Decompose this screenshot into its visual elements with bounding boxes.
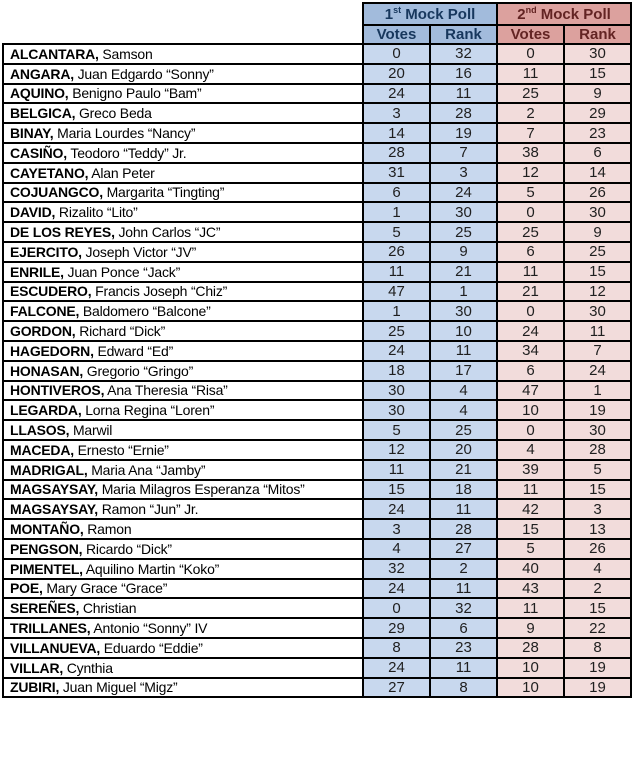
candidate-surname: SEREÑES, — [10, 600, 80, 617]
candidate-name — [3, 341, 363, 361]
table-row — [3, 143, 631, 163]
poll1-votes-cell: 1 — [363, 202, 430, 222]
poll2-rank-header: Rank — [564, 25, 631, 44]
table-row — [3, 282, 631, 302]
poll2-votes-cell: 11 — [497, 480, 564, 500]
poll2-rank-cell: 5 — [564, 460, 631, 480]
table-row — [3, 222, 631, 242]
table-row — [3, 183, 631, 203]
candidate-surname: MACEDA, — [10, 441, 74, 458]
table-row — [3, 341, 631, 361]
poll1-votes-cell: 0 — [363, 598, 430, 618]
table-row — [3, 440, 631, 460]
poll2-votes-cell: 34 — [497, 341, 564, 361]
poll2-votes-cell: 5 — [497, 183, 564, 203]
poll1-votes-cell: 25 — [363, 321, 430, 341]
candidate-surname: ZUBIRI, — [10, 679, 60, 696]
poll2-votes-cell: 10 — [497, 400, 564, 420]
poll1-rank-cell: 30 — [430, 301, 497, 321]
table-row — [3, 400, 631, 420]
poll1-rank-cell: 4 — [430, 400, 497, 420]
candidate-name — [3, 202, 363, 222]
poll2-votes-cell: 11 — [497, 262, 564, 282]
table-row — [3, 638, 631, 658]
candidate-name — [3, 222, 363, 242]
candidate-surname: MADRIGAL, — [10, 461, 88, 478]
poll2-rank-cell: 8 — [564, 638, 631, 658]
poll2-rank-cell: 25 — [564, 242, 631, 262]
poll1-rank-cell: 24 — [430, 183, 497, 203]
poll2-rank-cell: 30 — [564, 420, 631, 440]
poll2-rank-cell: 14 — [564, 163, 631, 183]
poll2-votes-cell: 0 — [497, 420, 564, 440]
candidate-surname: AQUINO, — [10, 85, 69, 102]
candidate-surname: EJERCITO, — [10, 243, 82, 260]
poll2-rank-cell: 23 — [564, 123, 631, 143]
candidate-name — [3, 282, 363, 302]
poll2-votes-cell: 2 — [497, 103, 564, 123]
candidate-name — [3, 559, 363, 579]
candidate-name — [3, 638, 363, 658]
candidate-given-name: Eduardo “Eddie” — [100, 639, 203, 656]
candidate-given-name: Juan Ponce “Jack” — [63, 263, 181, 280]
candidate-surname: FALCONE, — [10, 303, 80, 320]
poll2-votes-cell: 4 — [497, 440, 564, 460]
table-row — [3, 321, 631, 341]
poll1-votes-cell: 3 — [363, 519, 430, 539]
poll2-votes-cell: 38 — [497, 143, 564, 163]
poll1-rank-cell: 25 — [430, 420, 497, 440]
candidate-surname: MAGSAYSAY, — [10, 501, 99, 518]
poll1-rank-cell: 2 — [430, 559, 497, 579]
poll2-votes-cell: 28 — [497, 638, 564, 658]
poll2-header — [497, 3, 631, 25]
candidate-given-name: Cynthia — [63, 659, 113, 676]
poll2-rank-cell: 19 — [564, 658, 631, 678]
candidate-surname: DE LOS REYES, — [10, 224, 115, 241]
poll2-votes-cell: 11 — [497, 598, 564, 618]
candidate-surname: GORDON, — [10, 323, 76, 340]
candidate-surname: POE, — [10, 580, 43, 597]
poll1-votes-cell: 5 — [363, 222, 430, 242]
poll1-rank-cell: 6 — [430, 618, 497, 638]
candidate-given-name: Ramon — [83, 521, 132, 538]
poll1-rank-cell: 8 — [430, 678, 497, 698]
candidate-surname: LLASOS, — [10, 422, 70, 439]
poll1-votes-cell: 20 — [363, 64, 430, 84]
poll1-number: 1 — [384, 5, 394, 23]
poll2-votes-cell: 39 — [497, 460, 564, 480]
candidate-given-name: Mary Grace “Grace” — [42, 580, 168, 597]
poll1-rank-cell: 3 — [430, 163, 497, 183]
poll2-rank-cell: 13 — [564, 519, 631, 539]
candidate-given-name: Ernesto “Ernie” — [73, 441, 169, 458]
poll2-rank-cell: 6 — [564, 143, 631, 163]
candidate-surname: TRILLANES, — [10, 620, 91, 636]
candidate-surname: PENGSON, — [10, 540, 83, 557]
table-row — [3, 103, 631, 123]
table-row — [3, 539, 631, 559]
candidate-given-name: Margarita “Tingting” — [102, 184, 225, 201]
candidate-name — [3, 519, 363, 539]
candidate-given-name: Joseph Victor “JV” — [81, 243, 197, 260]
poll1-votes-cell: 1 — [363, 301, 430, 321]
poll1-votes-cell: 18 — [363, 361, 430, 381]
poll2-votes-cell: 21 — [497, 282, 564, 302]
table-body — [3, 44, 631, 697]
candidate-given-name: Greco Beda — [75, 105, 152, 122]
poll1-rank-cell: 28 — [430, 519, 497, 539]
poll1-votes-cell: 12 — [363, 440, 430, 460]
poll2-rank-cell: 15 — [564, 598, 631, 618]
poll1-votes-cell: 30 — [363, 400, 430, 420]
poll1-rank-cell: 23 — [430, 638, 497, 658]
candidate-name — [3, 64, 363, 84]
poll-subheader-row — [3, 25, 631, 44]
table-row — [3, 163, 631, 183]
poll1-rank-cell: 1 — [430, 282, 497, 302]
candidate-given-name: Gregorio “Gringo” — [83, 362, 194, 379]
poll1-votes-cell: 14 — [363, 123, 430, 143]
candidate-given-name: Christian — [79, 600, 137, 617]
candidate-name — [3, 361, 363, 381]
candidate-surname: VILLAR, — [10, 659, 64, 676]
poll2-rank-cell: 19 — [564, 678, 631, 698]
poll1-votes-cell: 0 — [363, 44, 430, 64]
poll1-votes-cell: 11 — [363, 460, 430, 480]
poll2-rank-cell: 12 — [564, 282, 631, 302]
poll1-rank-cell: 18 — [430, 480, 497, 500]
poll1-votes-header: Votes — [363, 25, 430, 44]
table-row — [3, 658, 631, 678]
candidate-surname: MAGSAYSAY, — [10, 481, 99, 498]
poll1-rank-cell: 30 — [430, 202, 497, 222]
empty-corner-cell — [3, 25, 363, 44]
candidate-surname: PIMENTEL, — [10, 560, 83, 577]
poll1-votes-cell: 15 — [363, 480, 430, 500]
poll2-votes-cell: 25 — [497, 84, 564, 104]
table-row — [3, 579, 631, 599]
poll2-votes-cell: 0 — [497, 301, 564, 321]
poll1-votes-cell: 28 — [363, 143, 430, 163]
poll2-rank-cell: 15 — [564, 480, 631, 500]
candidate-given-name: Antonio “Sonny” IV — [90, 620, 208, 636]
candidate-given-name: Alan Peter — [88, 164, 155, 181]
table-row — [3, 678, 631, 698]
candidate-given-name: Marwil — [69, 422, 113, 439]
table-row — [3, 123, 631, 143]
candidate-name — [3, 400, 363, 420]
poll2-votes-cell: 6 — [497, 242, 564, 262]
candidate-surname: HONTIVEROS, — [10, 382, 105, 399]
candidate-name — [3, 301, 363, 321]
candidate-name — [3, 678, 363, 698]
candidate-surname: HAGEDORN, — [10, 342, 94, 359]
candidate-surname: ESCUDERO, — [10, 283, 92, 300]
poll1-rank-cell: 11 — [430, 499, 497, 519]
candidate-name — [3, 381, 363, 401]
poll1-rank-header: Rank — [430, 25, 497, 44]
table-row — [3, 618, 631, 638]
poll2-rank-cell: 9 — [564, 222, 631, 242]
candidate-name — [3, 262, 363, 282]
candidate-given-name: Ricardo “Dick” — [82, 540, 172, 557]
empty-corner-cell — [3, 3, 363, 25]
poll1-votes-cell: 8 — [363, 638, 430, 658]
poll1-votes-cell: 29 — [363, 618, 430, 638]
poll2-votes-cell: 0 — [497, 44, 564, 64]
candidate-name — [3, 44, 363, 64]
candidate-surname: DAVID, — [10, 204, 56, 221]
poll2-rank-cell: 11 — [564, 321, 631, 341]
candidate-given-name: Rizalito “Lito” — [55, 204, 138, 221]
poll2-votes-cell: 12 — [497, 163, 564, 183]
poll2-rank-cell: 19 — [564, 400, 631, 420]
poll2-number: 2 — [517, 5, 526, 23]
poll2-label: Mock Poll — [536, 5, 611, 23]
poll2-rank-cell: 2 — [564, 579, 631, 599]
candidate-surname: BINAY, — [10, 125, 54, 142]
poll1-label: Mock Poll — [401, 5, 476, 23]
poll1-ordinal-suffix: st — [393, 4, 402, 15]
candidate-surname: ANGARA, — [10, 65, 74, 82]
poll1-rank-cell: 11 — [430, 579, 497, 599]
poll1-rank-cell: 27 — [430, 539, 497, 559]
poll1-votes-cell: 24 — [363, 499, 430, 519]
poll1-votes-cell: 4 — [363, 539, 430, 559]
poll2-rank-cell: 30 — [564, 44, 631, 64]
candidate-given-name: Ramon “Jun” Jr. — [98, 501, 199, 518]
candidate-name — [3, 658, 363, 678]
candidate-name — [3, 183, 363, 203]
candidate-surname: ENRILE, — [10, 263, 64, 280]
candidate-given-name: Francis Joseph “Chiz” — [91, 283, 228, 300]
candidate-surname: LEGARDA, — [10, 402, 82, 419]
poll1-rank-cell: 32 — [430, 44, 497, 64]
poll2-votes-cell: 11 — [497, 64, 564, 84]
candidate-given-name: Richard “Dick” — [75, 323, 166, 340]
poll1-rank-cell: 21 — [430, 460, 497, 480]
poll1-rank-cell: 4 — [430, 381, 497, 401]
table-row — [3, 64, 631, 84]
poll2-votes-cell: 6 — [497, 361, 564, 381]
poll2-rank-cell: 29 — [564, 103, 631, 123]
candidate-given-name: Baldomero “Balcone” — [79, 303, 211, 320]
table-row — [3, 460, 631, 480]
poll2-votes-cell: 5 — [497, 539, 564, 559]
candidate-surname: VILLANUEVA, — [10, 639, 101, 656]
poll1-rank-cell: 11 — [430, 84, 497, 104]
candidate-surname: ALCANTARA, — [10, 45, 99, 62]
poll1-rank-cell: 32 — [430, 598, 497, 618]
table-row — [3, 420, 631, 440]
poll2-rank-cell: 9 — [564, 84, 631, 104]
poll1-rank-cell: 19 — [430, 123, 497, 143]
candidate-surname: CASIÑO, — [10, 144, 67, 161]
table-row — [3, 262, 631, 282]
candidate-name — [3, 618, 363, 638]
candidate-given-name: Lorna Regina “Loren” — [81, 402, 215, 419]
poll2-rank-cell: 4 — [564, 559, 631, 579]
poll2-votes-cell: 15 — [497, 519, 564, 539]
table-row — [3, 301, 631, 321]
poll2-rank-cell: 24 — [564, 361, 631, 381]
poll1-votes-cell: 6 — [363, 183, 430, 203]
candidate-name — [3, 163, 363, 183]
candidate-name — [3, 539, 363, 559]
poll2-votes-cell: 47 — [497, 381, 564, 401]
poll1-votes-cell: 47 — [363, 282, 430, 302]
candidate-given-name: Samson — [98, 45, 153, 62]
poll1-rank-cell: 25 — [430, 222, 497, 242]
poll1-votes-cell: 31 — [363, 163, 430, 183]
poll1-rank-cell: 16 — [430, 64, 497, 84]
poll1-votes-cell: 32 — [363, 559, 430, 579]
candidate-name — [3, 480, 363, 500]
poll2-votes-cell: 42 — [497, 499, 564, 519]
candidate-name — [3, 499, 363, 519]
candidate-name — [3, 123, 363, 143]
poll1-votes-cell: 24 — [363, 579, 430, 599]
candidate-name — [3, 460, 363, 480]
poll1-rank-cell: 17 — [430, 361, 497, 381]
poll1-votes-cell: 24 — [363, 84, 430, 104]
poll2-rank-cell: 3 — [564, 499, 631, 519]
poll1-rank-cell: 7 — [430, 143, 497, 163]
candidate-name — [3, 420, 363, 440]
candidate-given-name: Teodoro “Teddy” Jr. — [66, 144, 187, 161]
candidate-given-name: Aquilino Martin “Koko” — [82, 560, 220, 577]
poll2-votes-cell: 10 — [497, 658, 564, 678]
table-row — [3, 44, 631, 64]
table-row — [3, 559, 631, 579]
table-row — [3, 598, 631, 618]
table-row — [3, 361, 631, 381]
poll1-votes-cell: 26 — [363, 242, 430, 262]
poll2-votes-cell: 7 — [497, 123, 564, 143]
poll1-votes-cell: 30 — [363, 381, 430, 401]
poll1-rank-cell: 9 — [430, 242, 497, 262]
candidate-given-name: John Carlos “JC” — [114, 224, 221, 241]
candidate-name — [3, 242, 363, 262]
poll1-votes-cell: 3 — [363, 103, 430, 123]
table-row — [3, 480, 631, 500]
poll2-votes-cell: 25 — [497, 222, 564, 242]
poll1-rank-cell: 11 — [430, 341, 497, 361]
candidate-surname: BELGICA, — [10, 105, 76, 122]
poll2-rank-cell: 1 — [564, 381, 631, 401]
poll2-rank-cell: 7 — [564, 341, 631, 361]
poll2-rank-cell: 15 — [564, 262, 631, 282]
poll2-votes-cell: 43 — [497, 579, 564, 599]
poll2-votes-cell: 10 — [497, 678, 564, 698]
poll2-rank-cell: 22 — [564, 618, 631, 638]
candidate-given-name: Maria Lourdes “Nancy” — [53, 125, 196, 142]
candidate-given-name: Ana Theresia “Risa” — [104, 382, 228, 399]
poll2-rank-cell: 15 — [564, 64, 631, 84]
poll2-rank-cell: 28 — [564, 440, 631, 460]
poll2-rank-cell: 30 — [564, 301, 631, 321]
candidate-name — [3, 598, 363, 618]
poll2-votes-cell: 40 — [497, 559, 564, 579]
candidate-surname: COJUANGCO, — [10, 184, 103, 201]
candidate-given-name: Maria Ana “Jamby” — [87, 461, 206, 478]
table-row — [3, 242, 631, 262]
candidate-given-name: Juan Miguel “Migz” — [59, 679, 178, 696]
table-row — [3, 202, 631, 222]
poll1-votes-cell: 11 — [363, 262, 430, 282]
poll1-votes-cell: 5 — [363, 420, 430, 440]
candidate-name — [3, 440, 363, 460]
candidate-given-name: Edward “Ed” — [93, 342, 174, 359]
poll1-rank-cell: 21 — [430, 262, 497, 282]
poll1-rank-cell: 10 — [430, 321, 497, 341]
candidate-name — [3, 579, 363, 599]
poll2-rank-cell: 30 — [564, 202, 631, 222]
poll2-votes-cell: 24 — [497, 321, 564, 341]
poll1-rank-cell: 11 — [430, 658, 497, 678]
poll2-rank-cell: 26 — [564, 183, 631, 203]
poll2-votes-cell: 0 — [497, 202, 564, 222]
candidate-surname: HONASAN, — [10, 362, 84, 379]
candidate-given-name: Maria Milagros Esperanza “Mitos” — [98, 481, 305, 498]
candidate-surname: MONTAÑO, — [10, 521, 84, 538]
poll2-votes-cell: 9 — [497, 618, 564, 638]
candidate-surname: CAYETANO, — [10, 164, 89, 181]
candidate-name — [3, 103, 363, 123]
candidate-name — [3, 321, 363, 341]
poll2-votes-header: Votes — [497, 25, 564, 44]
table-row — [3, 84, 631, 104]
poll1-votes-cell: 27 — [363, 678, 430, 698]
poll1-rank-cell: 20 — [430, 440, 497, 460]
table-row — [3, 519, 631, 539]
poll1-votes-cell: 24 — [363, 341, 430, 361]
candidate-given-name: Juan Edgardo “Sonny” — [73, 65, 214, 82]
mock-poll-table — [2, 2, 632, 698]
poll2-ordinal-suffix: nd — [525, 4, 537, 15]
poll1-votes-cell: 24 — [363, 658, 430, 678]
poll-group-header-row — [3, 3, 631, 25]
poll2-rank-cell: 26 — [564, 539, 631, 559]
candidate-given-name: Benigno Paulo “Bam” — [68, 85, 202, 102]
table-row — [3, 499, 631, 519]
poll1-rank-cell: 28 — [430, 103, 497, 123]
table-row — [3, 381, 631, 401]
candidate-name — [3, 143, 363, 163]
poll1-header — [363, 3, 497, 25]
candidate-name — [3, 84, 363, 104]
